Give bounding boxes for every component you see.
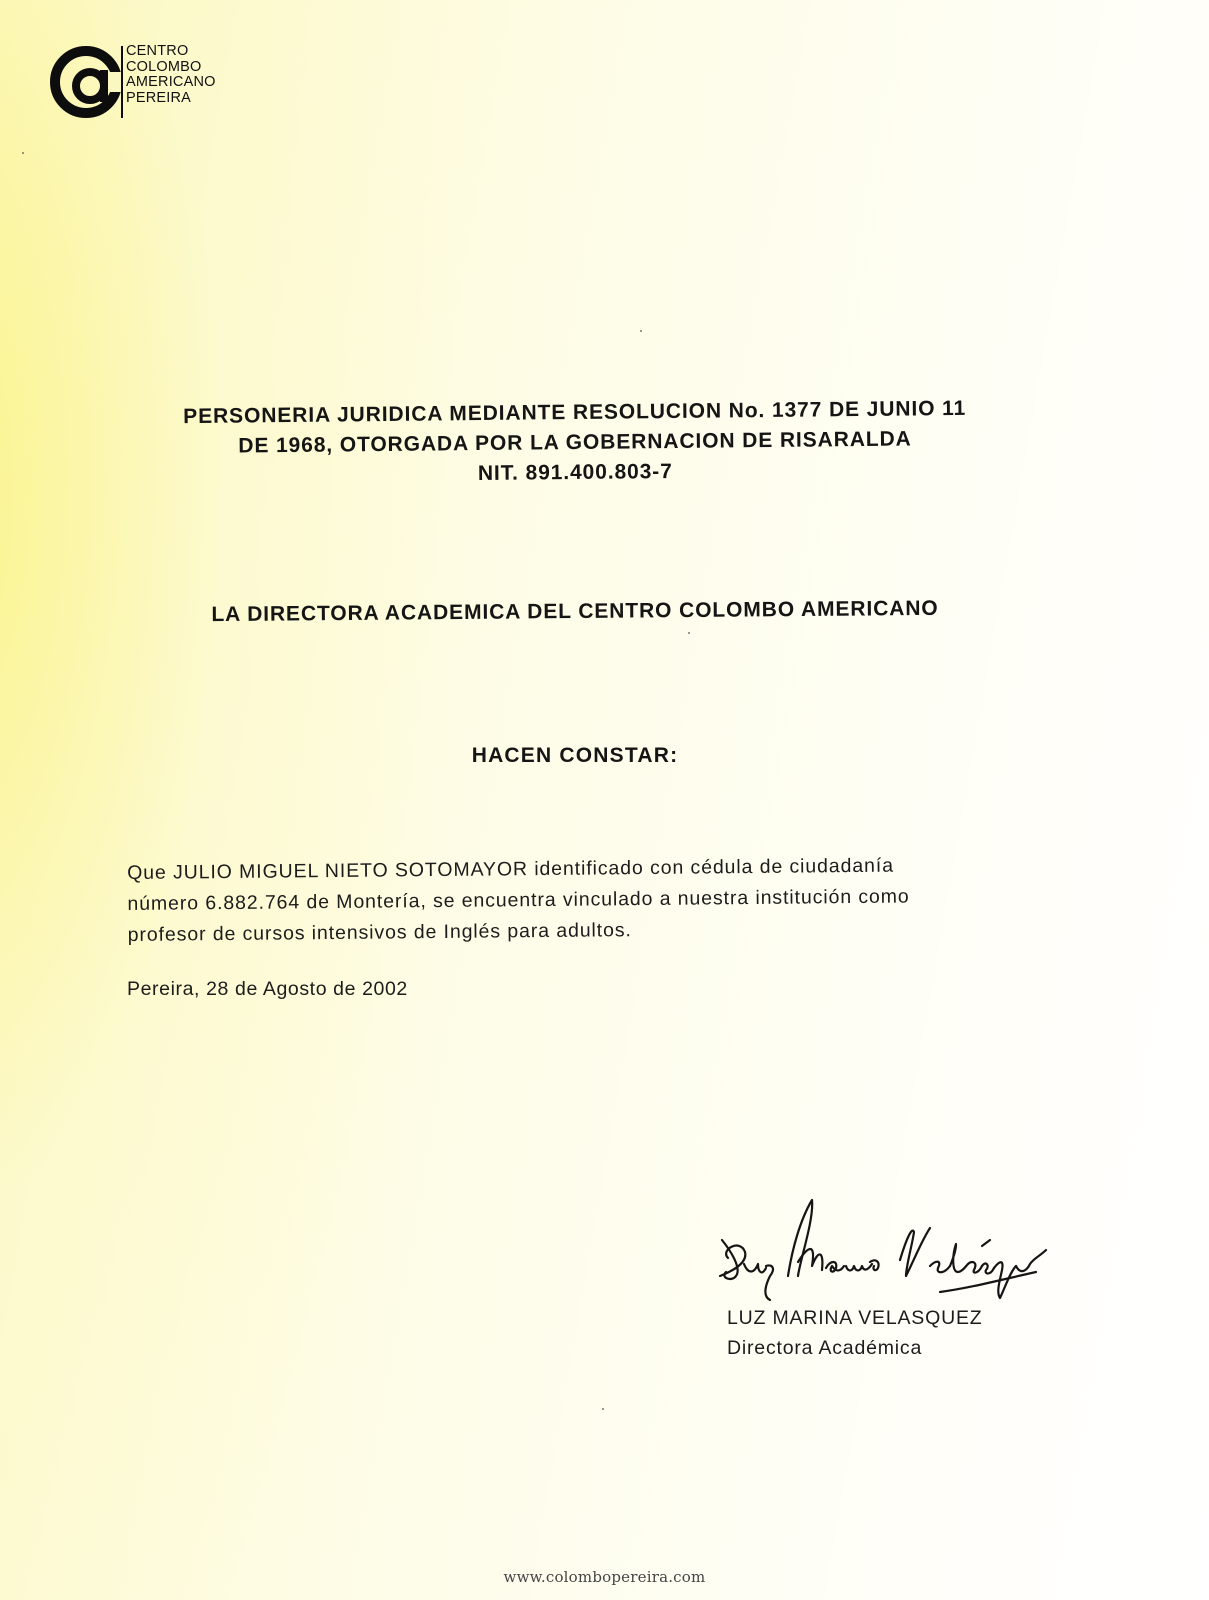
footer-website: www.colombopereira.com	[503, 1568, 706, 1586]
scan-speck	[602, 1408, 604, 1410]
legal-line-3: NIT. 891.400.803-7	[477, 459, 673, 486]
body-line-2: número 6.882.764 de Montería, se encuentra vinculado a nuestra institución como	[127, 885, 910, 915]
scan-speck	[22, 152, 24, 154]
logo-line-3: AMERICANO	[126, 74, 216, 90]
logo-line-4: PEREIRA	[126, 89, 192, 106]
logo-line-2: COLOMBO	[126, 58, 202, 75]
scan-speck	[688, 632, 690, 634]
legal-line-2: DE 1968, OTORGADA POR LA GOBERNACION DE RISARALDA	[238, 427, 912, 458]
legal-line-1: PERSONERIA JURIDICA MEDIANTE RESOLUCION No. 1377 DE JUNIO 11	[183, 396, 967, 429]
cca-logo-icon	[48, 44, 124, 120]
body-line-1: Que JULIO MIGUEL NIETO SOTOMAYOR identificado con cédula de ciudadanía	[127, 854, 894, 884]
signatory-block	[727, 1303, 982, 1363]
signatory-name: LUZ MARINA VELASQUEZ	[727, 1307, 983, 1329]
legal-registration-heading	[140, 393, 1011, 492]
issue-date: Pereira, 28 de Agosto de 2002	[127, 978, 408, 1000]
certificate-body	[127, 849, 1028, 951]
issuer-heading: LA DIRECTORA ACADEMICA DEL CENTRO COLOMBO AMERICANO	[211, 596, 939, 627]
logo-wordmark	[126, 44, 216, 106]
signatory-title: Directora Académica	[727, 1337, 923, 1359]
scan-speck	[640, 330, 642, 332]
body-line-3: profesor de cursos intensivos de Inglés para adultos.	[127, 919, 632, 946]
institution-logo	[48, 44, 288, 124]
certify-heading: HACEN CONSTAR:	[471, 744, 679, 767]
logo-line-1: CENTRO	[126, 43, 189, 59]
